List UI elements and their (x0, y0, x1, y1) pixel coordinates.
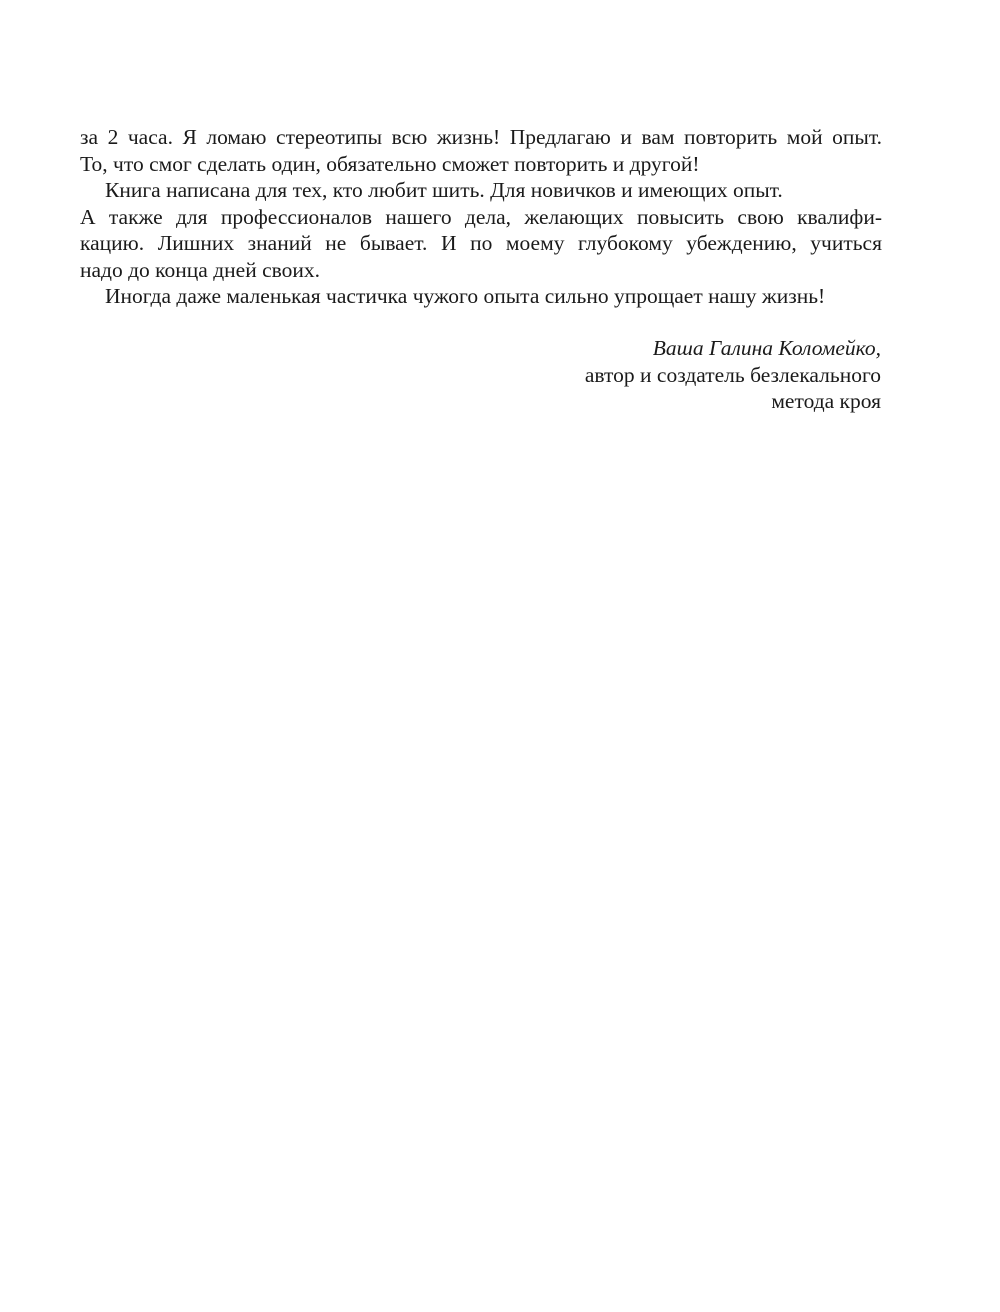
body-text (80, 124, 882, 310)
author-role: метода кроя (771, 389, 881, 413)
author-name: Ваша Галина Коломейко, (652, 336, 881, 360)
author-role: автор и создатель безлекального (584, 362, 881, 387)
text-line: кацию. Лишних знаний не бывает. И по моему глубокому убеждению, учиться (80, 231, 882, 255)
text-line: надо до конца дней своих. (80, 257, 321, 282)
text-line: за 2 часа. Я ломаю стереотипы всю жизнь! Предлагаю и вам повторить мой опыт. (80, 125, 882, 149)
text-line: То, что смог сделать один, обязательно сможет повторить и другой! (80, 151, 700, 176)
text-line: А также для профессионалов нашего дела, желающих повысить свою квалифи- (80, 204, 882, 229)
paragraph-first-line: Книга написана для тех, кто любит шить. Для новичков и имеющих опыт. (105, 178, 783, 202)
author-signature (585, 335, 881, 415)
paragraph-first-line: Иногда даже маленькая частичка чужого опыта сильно упрощает нашу жизнь! (105, 284, 826, 308)
